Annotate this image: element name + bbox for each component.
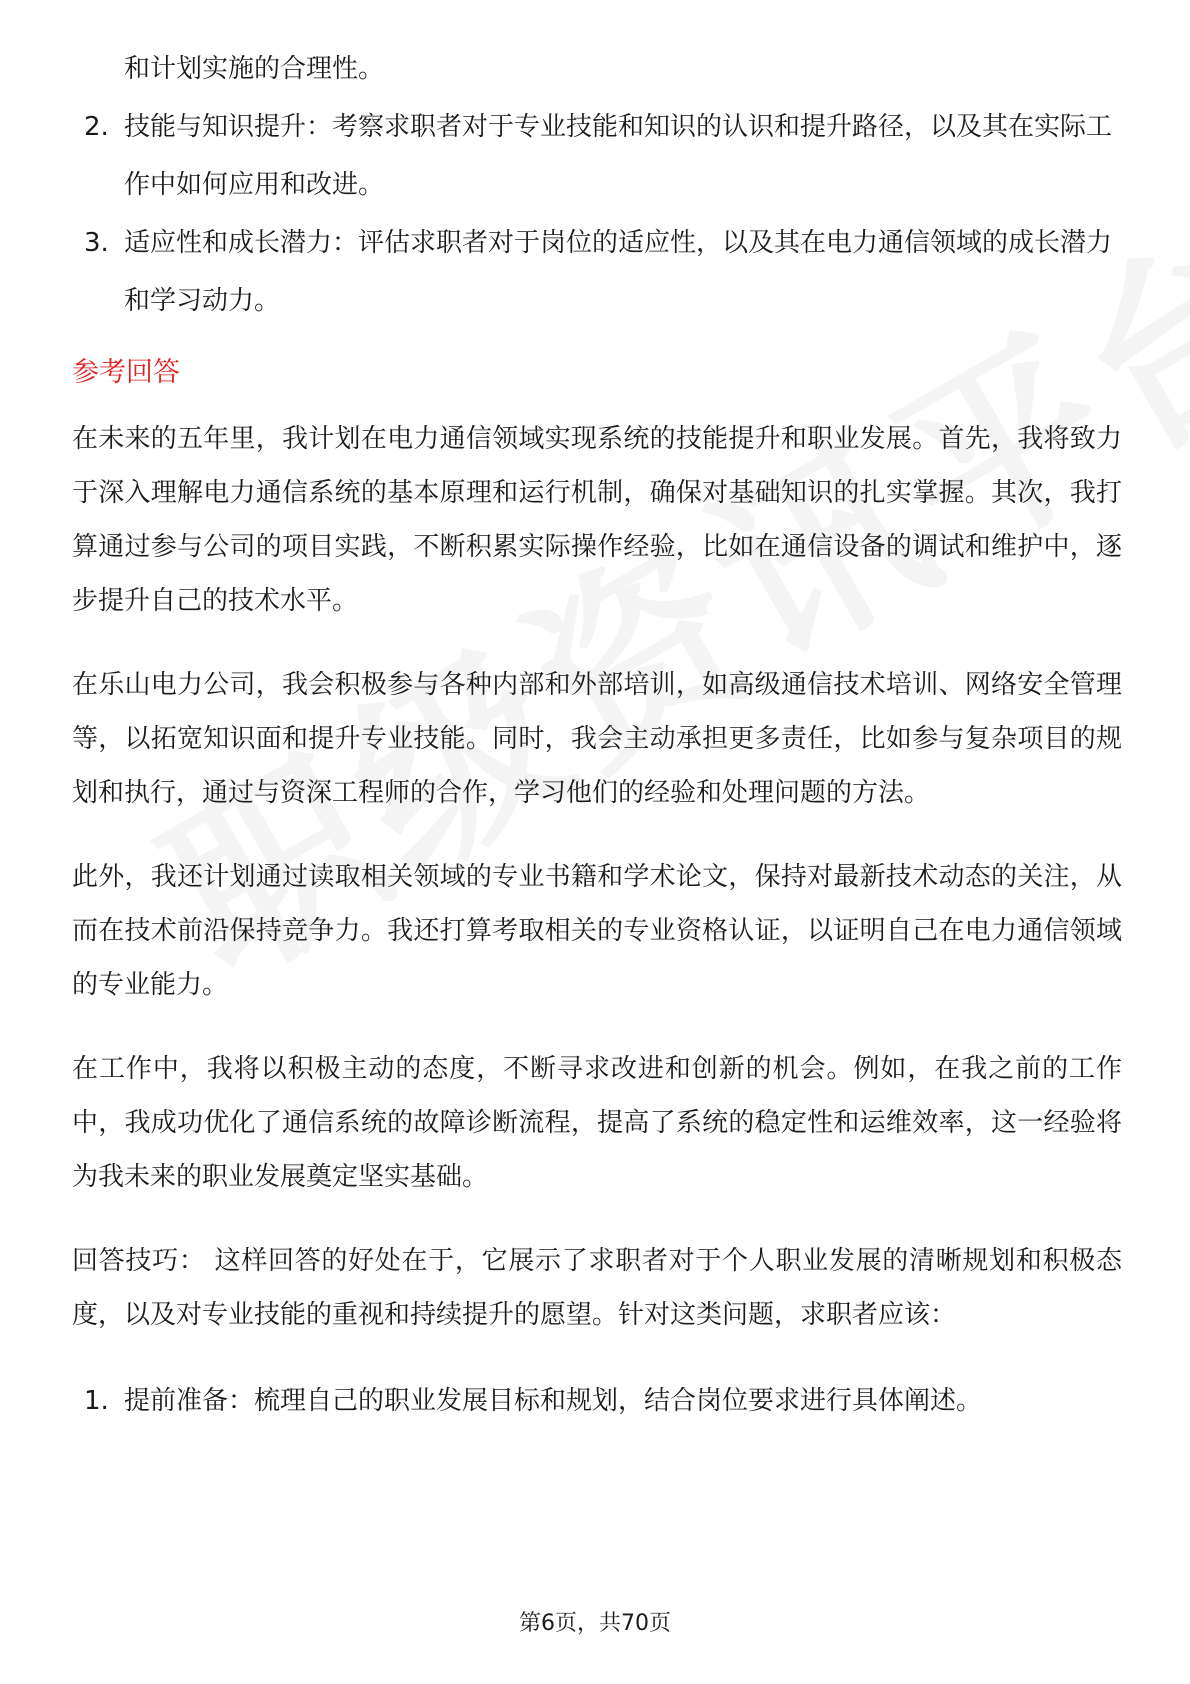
tips-paragraph: 回答技巧： 这样回答的好处在于，它展示了求职者对于个人职业发展的清晰规划和积极态度，以及对专业技能的重视和持续提升的愿望。针对这类问题，求职者应该： (72, 1246, 1122, 1330)
list-item (72, 214, 1122, 330)
evaluation-points-list (72, 98, 1122, 330)
page-content (72, 40, 1122, 1430)
list-item-text: 技能与知识提升：考察求职者对于专业技能和知识的认识和提升路径，以及其在实际工作中如何应用和改进。 (124, 112, 1113, 200)
section-heading: 参考回答 (72, 357, 180, 388)
list-item (72, 1372, 1122, 1430)
page-number: 第6页，共70页 (519, 1611, 671, 1636)
list-item-number: 1. (84, 1386, 109, 1416)
list-item-text: 提前准备：梳理自己的职业发展目标和规划，结合岗位要求进行具体阐述。 (124, 1386, 983, 1416)
list-item-text: 适应性和成长潜力：评估求职者对于岗位的适应性，以及其在电力通信领域的成长潜力和学习动力。 (124, 228, 1113, 316)
answer-paragraph: 在乐山电力公司，我会积极参与各种内部和外部培训，如高级通信技术培训、网络安全管理等，以拓宽知识面和提升专业技能。同时，我会主动承担更多责任，比如参与复杂项目的规划和执行，通过与资深工程师的合作，学习他们的经验和处理问题的方法。 (72, 670, 1122, 808)
list-item-number: 2. (84, 112, 109, 142)
tips-list (72, 1372, 1122, 1430)
list-item-continuation: 和计划实施的合理性。 (124, 54, 385, 84)
answer-paragraph: 此外，我还计划通过读取相关领域的专业书籍和学术论文，保持对最新技术动态的关注，从而在技术前沿保持竞争力。我还打算考取相关的专业资格认证，以证明自己在电力通信领域的专业能力。 (72, 862, 1122, 1000)
answer-paragraph: 在工作中，我将以积极主动的态度，不断寻求改进和创新的机会。例如，在我之前的工作中，我成功优化了通信系统的故障诊断流程，提高了系统的稳定性和运维效率，这一经验将为我未来的职业发展奠定坚实基础。 (72, 1054, 1122, 1192)
list-item-number: 3. (84, 228, 109, 258)
list-item (72, 98, 1122, 214)
answer-paragraph: 在未来的五年里，我计划在电力通信领域实现系统的技能提升和职业发展。首先，我将致力于深入理解电力通信系统的基本原理和运行机制，确保对基础知识的扎实掌握。其次，我打算通过参与公司的项目实践，不断积累实际操作经验，比如在通信设备的调试和维护中，逐步提升自己的技术水平。 (72, 424, 1122, 616)
